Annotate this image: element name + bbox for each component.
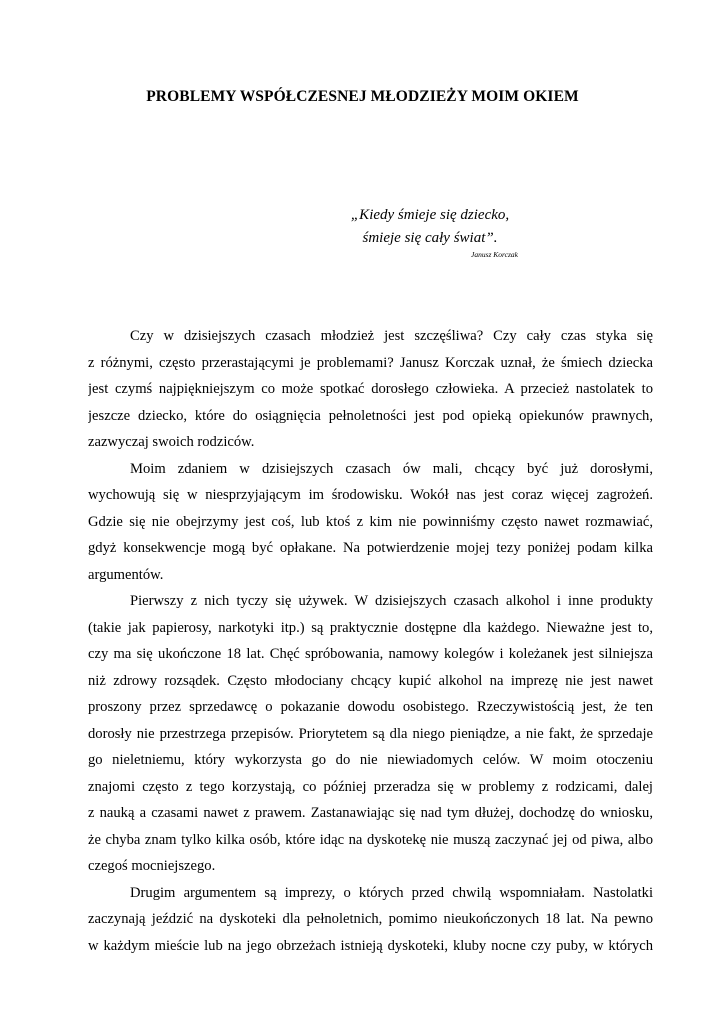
text-line: Drugim argumentem są imprezy, o których przed chwilą wspomniałam. Nastolatki [130, 884, 653, 901]
text-line: proszony przez sprzedawcę o pokazanie dowodu osobistego. Rzeczywistością jest, że ten [88, 699, 653, 715]
text-line: Pierwszy z nich tyczy się używek. W dzisiejszych czasach alkohol i inne produkty [130, 593, 653, 609]
text-line: czy ma się ukończone 18 lat. Chęć spróbowania, namowy kolegów i koleżanek jest silniejsza [88, 646, 653, 662]
text-line: z różnymi, często przerastającymi je problemami? Janusz Korczak uznał, że śmiech dziecka [88, 354, 653, 371]
text-line: w każdym mieście lub na jego obrzeżach istnieją dyskoteki, kluby nocne czy puby, w których [88, 937, 653, 954]
text-line: (takie jak papierosy, narkotyki itp.) są praktycznie dostępne dla każdego. Nieważne jest to, [88, 619, 653, 636]
text-line: argumentów. [88, 566, 164, 583]
text-line: czegoś mocniejszego. [88, 858, 216, 874]
paragraph-1 [88, 323, 653, 456]
text-line: gdyż konsekwencje mogą być opłakane. Na potwierdzenie mojej tezy poniżej podam kilka [88, 540, 653, 556]
text-line: Czy w dzisiejszych czasach młodzież jest szczęśliwa? Czy cały czas styka się [130, 328, 653, 344]
text-line: zazwyczaj swoich rodziców. [88, 434, 255, 450]
text-line: Gdzie się nie obejrzymy jest coś, lub ktoś z kim nie powinniśmy często nawet rozmawiać, [88, 513, 653, 530]
epigraph-author: Janusz Korczak [470, 250, 518, 259]
text-line: niż zdrowy rozsądek. Często młodociany chcący kupić alkohol na imprezę nie jest nawet [88, 672, 653, 689]
text-line: go nieletniemu, który wykorzysta go do nie niewiadomych celów. W moim otoczeniu [88, 752, 653, 768]
text-line: z nauką a czasami nawet z prawem. Zastanawiając się nad tym dłużej, dochodzę do wniosku, [88, 805, 653, 821]
paragraph-4 [88, 880, 653, 960]
epigraph [340, 204, 520, 260]
paragraph-2 [88, 456, 653, 589]
essay-body [88, 323, 653, 959]
text-line: znajomi często z tego korzystają, co później przeradza się w problemy z rodzicami, dalej [88, 778, 653, 795]
text-line: że chyba znam tylko kilka osób, które idąc na dyskotekę nie muszą zaczynać jej od piwa, albo [88, 831, 653, 848]
paragraph-3 [88, 588, 653, 880]
epigraph-line: śmieje się cały świat”. [362, 230, 498, 246]
document-title: PROBLEMY WSPÓŁCZESNEJ MŁODZIEŻY MOIM OKIEM [146, 88, 579, 105]
epigraph-line: „Kiedy śmieje się dziecko, [350, 207, 510, 223]
text-line: zaczynają jeździć na dyskoteki dla pełnoletnich, pomimo nieukończonych 18 lat. Na pewno [88, 911, 653, 927]
text-line: Moim zdaniem w dzisiejszych czasach ów mali, chcący być już dorosłymi, [130, 460, 653, 477]
text-line: wychowują się w niesprzyjającym im środowisku. Wokół nas jest coraz więcej zagrożeń. [88, 487, 653, 503]
text-line: jeszcze dziecko, które do osiągnięcia pełnoletności jest pod opieką opiekunów prawnych, [88, 407, 653, 424]
text-line: jest czymś najpiękniejszym co może spotkać dorosłego człowieka. A przecież nastolatek to [88, 381, 653, 397]
text-line: dorosły nie przestrzega przepisów. Priorytetem są dla niego pieniądze, a nie fakt, że sprzedaje [88, 725, 653, 742]
